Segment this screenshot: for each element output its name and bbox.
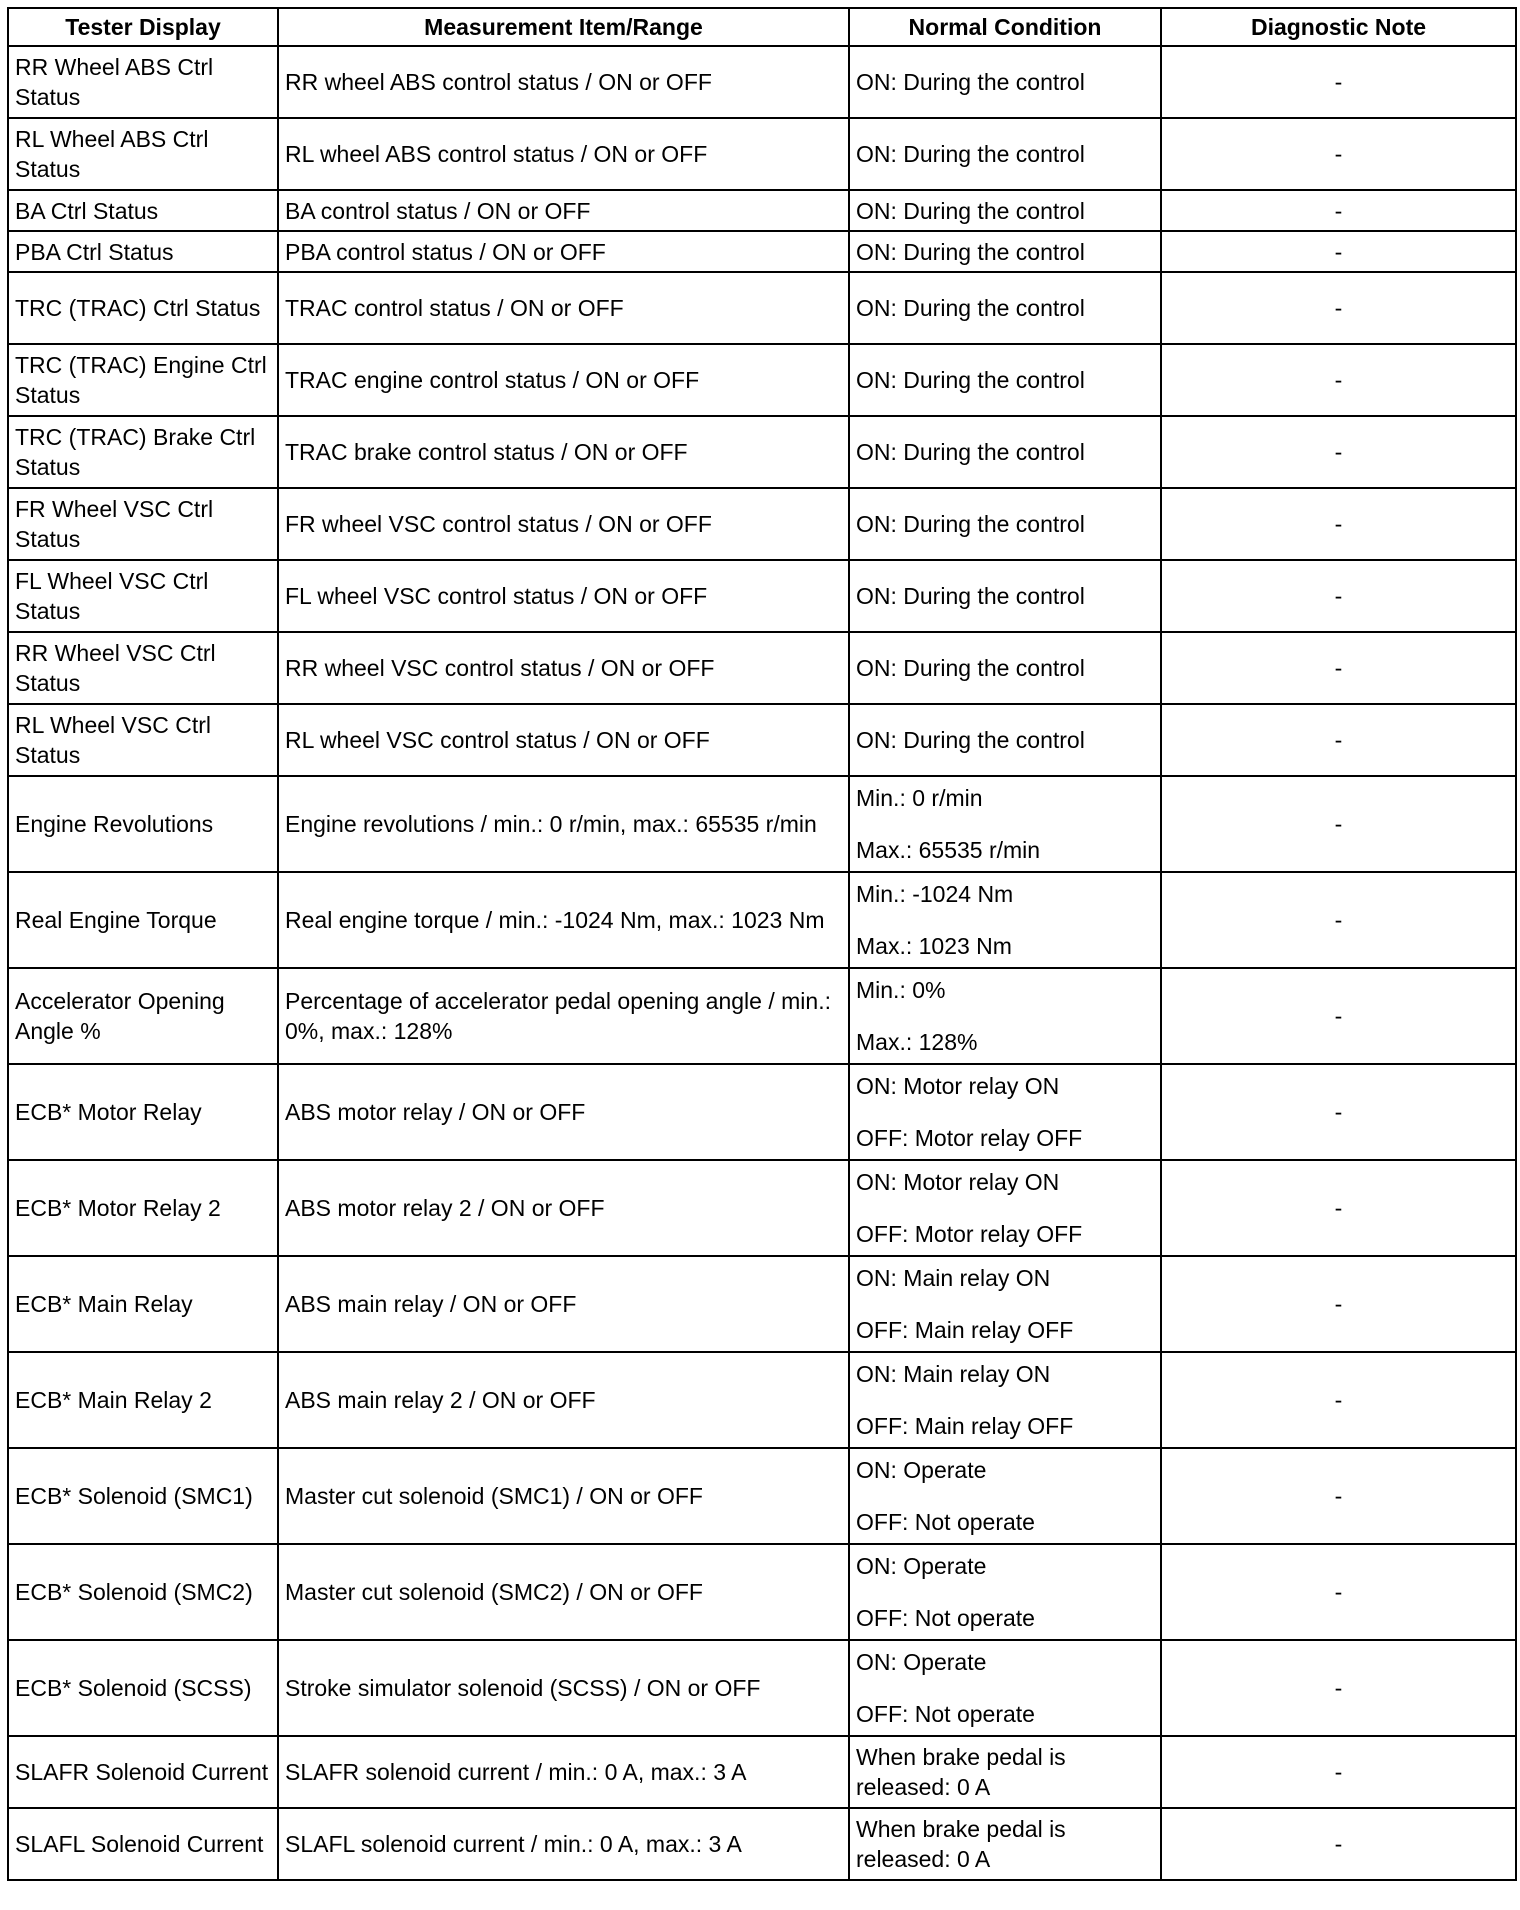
normal-condition-cell	[849, 1808, 1161, 1880]
measurement-item-cell: PBA control status / ON or OFF	[278, 231, 849, 272]
diagnostic-note-cell: -	[1161, 872, 1516, 968]
tester-display-cell: ECB* Motor Relay 2	[8, 1160, 278, 1256]
table-row	[8, 344, 1516, 416]
normal-condition-line-1: ON: During the control	[856, 439, 1085, 465]
diagnostic-note-cell: -	[1161, 488, 1516, 560]
diagnostic-note-cell: -	[1161, 1736, 1516, 1808]
header-diagnostic-note: Diagnostic Note	[1161, 8, 1516, 46]
tester-display-cell: PBA Ctrl Status	[8, 231, 278, 272]
normal-condition-cell	[849, 632, 1161, 704]
diagnostic-note-cell: -	[1161, 1544, 1516, 1640]
table-row	[8, 872, 1516, 968]
tester-display-cell: TRC (TRAC) Engine Ctrl Status	[8, 344, 278, 416]
measurement-item-cell: RR wheel VSC control status / ON or OFF	[278, 632, 849, 704]
table-row	[8, 632, 1516, 704]
table-row	[8, 704, 1516, 776]
normal-condition-line-1: ON: Main relay ON	[856, 1265, 1051, 1291]
measurement-item-cell: TRAC brake control status / ON or OFF	[278, 416, 849, 488]
normal-condition-line-1: When brake pedal is released: 0 A	[856, 1744, 1066, 1800]
normal-condition-cell	[849, 1064, 1161, 1160]
table-body	[8, 46, 1516, 1880]
table-row	[8, 272, 1516, 344]
table-row	[8, 968, 1516, 1064]
tester-display-cell: RR Wheel ABS Ctrl Status	[8, 46, 278, 118]
normal-condition-line-1: ON: During the control	[856, 583, 1085, 609]
normal-condition-cell	[849, 1544, 1161, 1640]
diagnostic-note-cell: -	[1161, 560, 1516, 632]
measurement-item-cell: RL wheel ABS control status / ON or OFF	[278, 118, 849, 190]
measurement-item-cell: ABS main relay 2 / ON or OFF	[278, 1352, 849, 1448]
normal-condition-cell	[849, 872, 1161, 968]
normal-condition-line-1: ON: During the control	[856, 367, 1085, 393]
table-row	[8, 1808, 1516, 1880]
normal-condition-cell	[849, 1352, 1161, 1448]
table-row	[8, 1448, 1516, 1544]
diagnostic-note-cell: -	[1161, 968, 1516, 1064]
tester-display-cell: Accelerator Opening Angle %	[8, 968, 278, 1064]
normal-condition-line-2: OFF: Main relay OFF	[856, 1413, 1074, 1439]
header-normal-condition: Normal Condition	[849, 8, 1161, 46]
normal-condition-line-1: ON: Operate	[856, 1553, 987, 1579]
table-row	[8, 416, 1516, 488]
diagnostic-note-cell: -	[1161, 776, 1516, 872]
normal-condition-line-1: ON: During the control	[856, 197, 1085, 224]
normal-condition-line-1: ON: During the control	[856, 295, 1085, 321]
normal-condition-cell	[849, 488, 1161, 560]
normal-condition-cell	[849, 968, 1161, 1064]
diagnostic-note-cell: -	[1161, 118, 1516, 190]
normal-condition-line-2: Max.: 1023 Nm	[856, 933, 1012, 959]
normal-condition-line-2: OFF: Motor relay OFF	[856, 1125, 1083, 1151]
diagnostic-note-cell: -	[1161, 1448, 1516, 1544]
table-row	[8, 231, 1516, 272]
diagnostic-note-cell: -	[1161, 190, 1516, 231]
tester-display-cell: RL Wheel VSC Ctrl Status	[8, 704, 278, 776]
normal-condition-line-2: OFF: Not operate	[856, 1701, 1035, 1727]
normal-condition-cell	[849, 776, 1161, 872]
normal-condition-line-2: OFF: Not operate	[856, 1605, 1035, 1631]
normal-condition-line-1: Min.: 0 r/min	[856, 785, 983, 811]
normal-condition-line-1: ON: Operate	[856, 1457, 987, 1483]
diagnostic-note-cell: -	[1161, 272, 1516, 344]
normal-condition-cell	[849, 344, 1161, 416]
measurement-item-cell: ABS main relay / ON or OFF	[278, 1256, 849, 1352]
tester-display-cell: RL Wheel ABS Ctrl Status	[8, 118, 278, 190]
normal-condition-cell	[849, 1256, 1161, 1352]
normal-condition-line-2: Max.: 128%	[856, 1029, 978, 1055]
tester-display-cell: RR Wheel VSC Ctrl Status	[8, 632, 278, 704]
table-row	[8, 1064, 1516, 1160]
diagnostic-note-cell: -	[1161, 704, 1516, 776]
tester-display-cell: FR Wheel VSC Ctrl Status	[8, 488, 278, 560]
table-row	[8, 190, 1516, 231]
tester-display-cell: ECB* Solenoid (SMC1)	[8, 1448, 278, 1544]
normal-condition-line-1: When brake pedal is released: 0 A	[856, 1816, 1066, 1872]
table-row	[8, 1544, 1516, 1640]
normal-condition-line-2: Max.: 65535 r/min	[856, 837, 1041, 863]
tester-display-cell: BA Ctrl Status	[8, 190, 278, 231]
diagnostic-note-cell: -	[1161, 46, 1516, 118]
tester-display-cell: TRC (TRAC) Ctrl Status	[8, 272, 278, 344]
tester-display-cell: ECB* Motor Relay	[8, 1064, 278, 1160]
normal-condition-line-1: ON: During the control	[856, 238, 1085, 265]
measurement-item-cell: BA control status / ON or OFF	[278, 190, 849, 231]
table-row	[8, 46, 1516, 118]
diagnostic-note-cell: -	[1161, 231, 1516, 272]
tester-display-cell: Real Engine Torque	[8, 872, 278, 968]
tester-display-cell: ECB* Solenoid (SMC2)	[8, 1544, 278, 1640]
measurement-item-cell: TRAC engine control status / ON or OFF	[278, 344, 849, 416]
normal-condition-line-1: Min.: -1024 Nm	[856, 881, 1014, 907]
measurement-item-cell: SLAFR solenoid current / min.: 0 A, max.: 3 A	[278, 1736, 849, 1808]
normal-condition-cell	[849, 46, 1161, 118]
diagnostic-note-cell: -	[1161, 1160, 1516, 1256]
normal-condition-cell	[849, 231, 1161, 272]
normal-condition-cell	[849, 560, 1161, 632]
table-row	[8, 1640, 1516, 1736]
normal-condition-cell	[849, 416, 1161, 488]
table-row	[8, 1256, 1516, 1352]
header-tester-display: Tester Display	[8, 8, 278, 46]
diagnostic-table-container	[7, 7, 1515, 1881]
measurement-item-cell: Percentage of accelerator pedal opening angle / min.: 0%, max.: 128%	[278, 968, 849, 1064]
normal-condition-line-1: ON: Motor relay ON	[856, 1169, 1060, 1195]
diagnostic-note-cell: -	[1161, 1064, 1516, 1160]
table-row	[8, 488, 1516, 560]
normal-condition-cell	[849, 1736, 1161, 1808]
normal-condition-line-1: ON: Operate	[856, 1649, 987, 1675]
diagnostic-note-cell: -	[1161, 632, 1516, 704]
normal-condition-line-2: OFF: Motor relay OFF	[856, 1221, 1083, 1247]
table-row	[8, 1352, 1516, 1448]
normal-condition-line-1: ON: Motor relay ON	[856, 1073, 1060, 1099]
measurement-item-cell: ABS motor relay / ON or OFF	[278, 1064, 849, 1160]
table-row	[8, 776, 1516, 872]
tester-display-cell: FL Wheel VSC Ctrl Status	[8, 560, 278, 632]
normal-condition-cell	[849, 1448, 1161, 1544]
normal-condition-line-1: ON: During the control	[856, 69, 1085, 95]
normal-condition-line-2: OFF: Not operate	[856, 1509, 1035, 1535]
normal-condition-cell	[849, 190, 1161, 231]
diagnostic-note-cell: -	[1161, 1256, 1516, 1352]
measurement-item-cell: SLAFL solenoid current / min.: 0 A, max.: 3 A	[278, 1808, 849, 1880]
diagnostic-note-cell: -	[1161, 1640, 1516, 1736]
normal-condition-cell	[849, 272, 1161, 344]
tester-display-cell: ECB* Main Relay	[8, 1256, 278, 1352]
diagnostic-note-cell: -	[1161, 1808, 1516, 1880]
measurement-item-cell: FR wheel VSC control status / ON or OFF	[278, 488, 849, 560]
normal-condition-line-1: ON: Main relay ON	[856, 1361, 1051, 1387]
normal-condition-cell	[849, 118, 1161, 190]
table-row	[8, 560, 1516, 632]
normal-condition-line-1: ON: During the control	[856, 511, 1085, 537]
normal-condition-line-1: Min.: 0%	[856, 977, 946, 1003]
diagnostic-note-cell: -	[1161, 1352, 1516, 1448]
measurement-item-cell: ABS motor relay 2 / ON or OFF	[278, 1160, 849, 1256]
diagnostic-table	[7, 7, 1517, 1881]
normal-condition-line-1: ON: During the control	[856, 727, 1085, 753]
tester-display-cell: ECB* Main Relay 2	[8, 1352, 278, 1448]
measurement-item-cell: RR wheel ABS control status / ON or OFF	[278, 46, 849, 118]
measurement-item-cell: RL wheel VSC control status / ON or OFF	[278, 704, 849, 776]
measurement-item-cell: Master cut solenoid (SMC1) / ON or OFF	[278, 1448, 849, 1544]
tester-display-cell: SLAFR Solenoid Current	[8, 1736, 278, 1808]
table-row	[8, 1736, 1516, 1808]
normal-condition-cell	[849, 704, 1161, 776]
tester-display-cell: Engine Revolutions	[8, 776, 278, 872]
measurement-item-cell: Real engine torque / min.: -1024 Nm, max.: 1023 Nm	[278, 872, 849, 968]
normal-condition-line-1: ON: During the control	[856, 141, 1085, 167]
table-row	[8, 1160, 1516, 1256]
measurement-item-cell: Stroke simulator solenoid (SCSS) / ON or OFF	[278, 1640, 849, 1736]
measurement-item-cell: TRAC control status / ON or OFF	[278, 272, 849, 344]
measurement-item-cell: FL wheel VSC control status / ON or OFF	[278, 560, 849, 632]
measurement-item-cell: Master cut solenoid (SMC2) / ON or OFF	[278, 1544, 849, 1640]
table-header	[8, 8, 1516, 46]
tester-display-cell: SLAFL Solenoid Current	[8, 1808, 278, 1880]
table-row	[8, 118, 1516, 190]
tester-display-cell: ECB* Solenoid (SCSS)	[8, 1640, 278, 1736]
header-row	[8, 8, 1516, 46]
diagnostic-note-cell: -	[1161, 344, 1516, 416]
diagnostic-note-cell: -	[1161, 416, 1516, 488]
header-measurement-item: Measurement Item/Range	[278, 8, 849, 46]
measurement-item-cell: Engine revolutions / min.: 0 r/min, max.: 65535 r/min	[278, 776, 849, 872]
normal-condition-line-1: ON: During the control	[856, 655, 1085, 681]
normal-condition-line-2: OFF: Main relay OFF	[856, 1317, 1074, 1343]
tester-display-cell: TRC (TRAC) Brake Ctrl Status	[8, 416, 278, 488]
normal-condition-cell	[849, 1640, 1161, 1736]
normal-condition-cell	[849, 1160, 1161, 1256]
